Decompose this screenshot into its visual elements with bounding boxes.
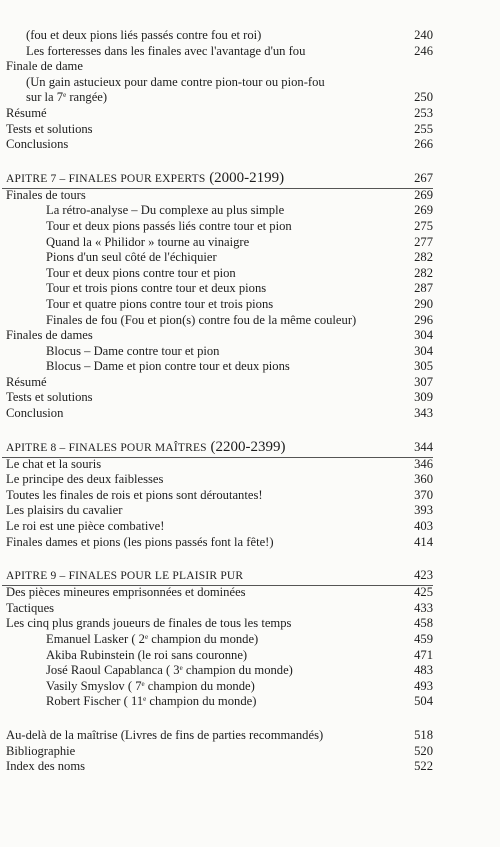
toc-entry-page: 269: [414, 187, 433, 202]
toc-entry-title: Résumé: [6, 374, 47, 389]
toc-entry-title: Les plaisirs du cavalier: [6, 503, 123, 518]
toc-entry: [0, 694, 500, 710]
toc-entry: [0, 616, 500, 632]
toc-entry-title: Le roi est une pièce combative!: [6, 519, 165, 534]
toc-entry: [0, 759, 500, 775]
toc-entry-title: Des pièces mineures emprisonnées et dominées: [6, 585, 246, 600]
toc-entry-page: 282: [414, 250, 433, 265]
toc-entry-page: 240: [414, 28, 433, 42]
toc-entry-page: 458: [414, 616, 433, 631]
toc-entry-title: Tests et solutions: [6, 390, 93, 405]
toc-entry: [0, 44, 500, 60]
toc-entry-page: 393: [414, 503, 433, 518]
toc-entry-title: Finales dames et pions (les pions passés font la fête!): [6, 534, 274, 549]
toc-entry: [0, 297, 500, 313]
toc-entry-title: Tests et solutions: [6, 121, 93, 136]
toc-entry-page: 483: [414, 663, 433, 678]
toc-entry-page: 304: [414, 328, 433, 343]
toc-entry-title: (fou et deux pions liés passés contre fou et roi): [26, 28, 262, 42]
toc-entry-page: 403: [414, 519, 433, 534]
toc-entry-page: 255: [414, 121, 433, 136]
toc-entry: [0, 503, 500, 519]
toc-entry-page: 307: [414, 374, 433, 389]
toc-entry: [0, 406, 500, 422]
toc-entry-title: Finale de dame: [6, 59, 83, 74]
toc-entry-page: 250: [414, 90, 433, 105]
toc-entry: [0, 106, 500, 122]
toc-entry-title: Blocus – Dame et pion contre tour et deux pions: [46, 359, 290, 374]
toc-entry-title: Blocus – Dame contre tour et pion: [46, 343, 220, 358]
toc-entry: [0, 744, 500, 760]
toc-entry-title: Le chat et la souris: [6, 456, 102, 471]
toc-entry-page: 282: [414, 265, 433, 280]
toc-entry: [0, 344, 500, 360]
toc-entry-title: Au-delà de la maîtrise (Livres de fins de parties recommandés): [6, 727, 324, 742]
toc-entry: [0, 266, 500, 282]
chapter-title: APITRE 7 – FINALES POUR EXPERTS (2000-2199): [6, 169, 285, 186]
chapter-page: 344: [414, 439, 433, 454]
toc-entry: [0, 519, 500, 535]
toc-entry-page: 290: [414, 296, 433, 311]
toc-entry-title: Les forteresses dans les finales avec l'avantage d'un fou: [26, 43, 306, 58]
toc-entry-title: Index des noms: [6, 759, 86, 774]
toc-entry-page: 471: [414, 647, 433, 662]
toc-entry-page: 425: [414, 585, 433, 600]
chapter-heading-7: [0, 169, 500, 188]
toc-entry: [0, 328, 500, 344]
toc-entry-title: Toutes les finales de rois et pions sont déroutantes!: [6, 487, 263, 502]
toc-entry-page: 370: [414, 487, 433, 502]
toc-entry-title: Résumé: [6, 105, 47, 120]
toc-entry: [0, 375, 500, 391]
toc-entry-title: Les cinq plus grands joueurs de finales de tous les temps: [6, 616, 292, 631]
toc-entry-page: 504: [414, 694, 433, 709]
toc-entry-title: Akiba Rubinstein (le roi sans couronne): [46, 647, 248, 662]
toc-entry-title: Pions d'un seul côté de l'échiquier: [46, 250, 217, 265]
toc-entry-title: La rétro-analyse – Du complexe au plus simple: [46, 203, 285, 218]
toc-entry-title: Emanuel Lasker ( 2e champion du monde): [46, 632, 259, 646]
toc-entry: [0, 585, 500, 601]
toc-entry-title: Finales de tours: [6, 187, 86, 202]
toc-entry: [0, 728, 500, 744]
toc-entry: [0, 535, 500, 551]
toc-entry: [0, 359, 500, 375]
toc-entry-page: 360: [414, 472, 433, 487]
toc-entry-page: 246: [414, 43, 433, 58]
toc-entry: [0, 59, 500, 75]
toc-entry-title: Quand la « Philidor » tourne au vinaigre: [46, 234, 250, 249]
toc-entry: [0, 219, 500, 235]
toc-entry-page: 277: [414, 234, 433, 249]
toc-entry: [0, 75, 500, 91]
toc-entry-title: Finales de dames: [6, 328, 93, 343]
toc-entry-page: 287: [414, 281, 433, 296]
toc-entry-page: 414: [414, 534, 433, 549]
toc-entry-title: Tour et quatre pions contre tour et trois pions: [46, 296, 274, 311]
toc-entry-title: sur la 7e rangée): [26, 90, 108, 105]
table-of-contents: [0, 28, 500, 775]
toc-entry-page: 253: [414, 105, 433, 120]
toc-entry: [0, 679, 500, 695]
toc-entry-page: 269: [414, 203, 433, 218]
toc-entry-page: 346: [414, 456, 433, 471]
toc-entry: [0, 281, 500, 297]
toc-entry-page: 518: [414, 727, 433, 742]
toc-entry-page: 459: [414, 632, 433, 646]
toc-entry: [0, 235, 500, 251]
toc-entry: [0, 457, 500, 473]
toc-entry-page: 275: [414, 218, 433, 233]
toc-entry-page: 266: [414, 137, 433, 152]
toc-entry: [0, 488, 500, 504]
toc-entry: [0, 313, 500, 329]
toc-entry-title: Robert Fischer ( 11e champion du monde): [46, 694, 257, 709]
chapter-title: APITRE 8 – FINALES POUR MAÎTRES (2200-2399): [6, 438, 286, 455]
chapter-heading-9: [0, 566, 500, 585]
toc-entry: [0, 28, 500, 44]
toc-entry: [0, 250, 500, 266]
toc-entry: [0, 472, 500, 488]
toc-entry-page: 296: [414, 312, 433, 327]
toc-entry: [0, 601, 500, 617]
chapter-page: 267: [414, 170, 433, 185]
toc-entry-title: (Un gain astucieux pour dame contre pion-tour ou pion-fou: [26, 74, 325, 89]
toc-entry-page: 522: [414, 759, 433, 774]
toc-entry-page: 305: [414, 359, 433, 374]
toc-entry-title: Bibliographie: [6, 743, 76, 758]
toc-entry-title: José Raoul Capablanca ( 3e champion du monde): [46, 663, 293, 678]
toc-entry-title: Tour et deux pions passés liés contre tour et pion: [46, 218, 292, 233]
toc-entry: [0, 90, 500, 106]
toc-entry: [0, 203, 500, 219]
chapter-page: 423: [414, 568, 433, 583]
toc-entry-page: 493: [414, 678, 433, 693]
toc-entry-page: 309: [414, 390, 433, 405]
toc-entry: [0, 188, 500, 204]
chapter-heading-8: [0, 438, 500, 457]
toc-entry: [0, 632, 500, 648]
toc-entry-title: Le principe des deux faiblesses: [6, 472, 164, 487]
toc-entry: [0, 137, 500, 153]
toc-entry-title: Tour et trois pions contre tour et deux pions: [46, 281, 267, 296]
toc-entry-title: Finales de fou (Fou et pion(s) contre fou de la même couleur): [46, 312, 357, 327]
toc-entry: [0, 390, 500, 406]
toc-entry: [0, 122, 500, 138]
chapter-title: APITRE 9 – FINALES POUR LE PLAISIR PUR: [6, 570, 244, 583]
toc-entry-title: Tour et deux pions contre tour et pion: [46, 265, 236, 280]
toc-entry-title: Conclusions: [6, 137, 69, 152]
toc-entry-title: Vasily Smyslov ( 7e champion du monde): [46, 678, 255, 693]
toc-entry-page: 304: [414, 343, 433, 358]
toc-entry-page: 343: [414, 406, 433, 421]
toc-entry-title: Conclusion: [6, 406, 64, 421]
toc-entry-page: 520: [414, 743, 433, 758]
toc-entry: [0, 648, 500, 664]
toc-entry: [0, 663, 500, 679]
spacer: [0, 710, 500, 728]
toc-entry-title: Tactiques: [6, 600, 55, 615]
toc-entry-page: 433: [414, 600, 433, 615]
